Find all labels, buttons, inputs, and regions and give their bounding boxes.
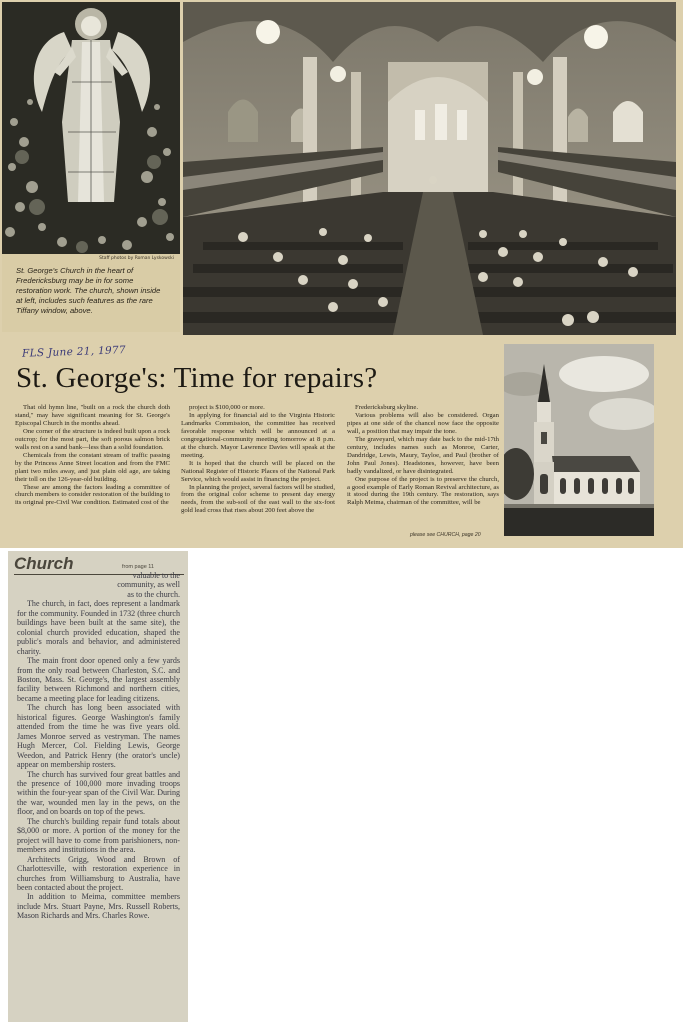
church-exterior-image [504,344,654,536]
article-paragraph: One purpose of the project is to preserve the church, a good example of Early Roman Revival architecture, as it stood during the 19th century. The restoration, says Ralph Meima, chairman of the committee, will be [347,475,499,507]
article-paragraph: The graveyard, which may date back to the mid-17th century, includes names such as Monroe, Carter, Dandridge, Lewis, Maury, Tayloe, and Paul (brother of John Paul Jones). Headstones, however, have been badly vandalized, or have disintegrated. [347,435,499,475]
continued-paragraph: valuable to the community, as well as to the church. [117,571,180,599]
article-paragraph: In planning the project, several factors will be studied, from the original color scheme to present day energy needs, from the sub-soil of the east wall to the six-foot gold lead cross that rises about 200 feet above the [181,483,335,515]
photo-caption: St. George's Church in the heart of Fredericksburg may be in for some restoration work. The church, shown inside at left, includes such features as the rare Tiffany window, above. [16,266,161,315]
photo-caption-block [2,254,180,332]
church-interior-image [183,2,676,335]
church-exterior-photo [504,344,654,536]
stained-glass-window-photo [2,2,180,254]
article-column-3 [347,404,499,507]
continued-text [17,571,180,921]
article-headline: St. George's: Time for repairs? [16,362,378,394]
article-paragraph: Various problems will also be considered. Organ pipes at one side of the chancel now face the opposite wall, a position that may impair the tone. [347,411,499,435]
continued-paragraph: The main front door opened only a few yards from the only road between Charleston, S.C. and Boston, Mass. St. George's, the largest assembly facility between Richmond and northern cities, became a meeting place for leading citizens. [17,656,180,703]
article-paragraph: project is $100,000 or more. [189,404,265,411]
continued-paragraph: The church has long been associated with historical figures. George Washington's family attended from the time he was five years old. James Monroe served as vestryman. The names Hugh Mercer, Col. Fielding Lewis, George Weedon, and Patrick Henry (the orator's uncle) appear on membership rosters. [17,703,180,770]
article-paragraph: That old hymn line, "built on a rock the church doth stand," may have significant meaning for St. George's Episcopal Church in the months ahead. [15,404,170,427]
photo-credit: Staff photos by Roman Lyskowski [99,256,174,261]
continued-paragraph: The church has survived four great battles and the presence of 100,000 more invading troops within the four-year span of the Civil War. During the war, wounded men lay in the pews, on the floor, and on boards on top of the pews. [17,769,180,817]
article-column-1 [15,404,170,507]
article-paragraph: Chemicals from the constant stream of traffic passing by the Princess Anne Street location and from the FMC plant two miles away, and just plain old age, are taking their toll on the 126-year-old building. [15,451,170,483]
article-paragraph: Fredericksburg skyline. [355,404,419,411]
continued-title: Church [14,554,74,573]
continued-paragraph: Architects Grigg, Wood and Brown of Charlottesville, with restoration experience in churches from Williamsburg to Australia, have been contacted about the project. [17,854,180,892]
handwritten-date-note: FLS June 21, 1977 [21,344,127,360]
article-column-2 [181,404,335,515]
church-interior-photo [183,2,676,335]
continued-clipping [8,551,188,1022]
article-paragraph: It is hoped that the church will be placed on the National Register of Historic Places of the National Park Service, which would assist in financing the project. [181,459,335,483]
continued-paragraph: The church's building repair fund totals about $8,000 or more. A portion of the money for the project will have to come from parishioners, non-members and institutions in the area. [17,816,180,855]
continued-paragraph: In addition to Meima, committee members include Mrs. Stuart Payne, Mrs. Russell Roberts, Mason Richards and Mrs. Charles Rowe. [17,892,180,921]
stained-glass-window-image [2,2,180,254]
continued-paragraph: The church, in fact, does represent a landmark for the community. Founded in 1732 (three church buildings have been built at the same site), the colonial church provided education, shaped the public's morals and behavior, and administered charity. [17,599,180,656]
article-paragraph: These are among the factors leading a committee of church members to consider restoration of the building to its original pre-Civil War condition. Estimated cost of the [15,483,170,507]
continued-from-page: from page 11 [121,564,154,570]
continued-on-note: please see CHURCH, page 20 [410,532,481,538]
article-paragraph: One corner of the structure is indeed built upon a rock outcrop; for the most part, the soft porous salmon brick walls rest on a sand bank—less than a solid foundation. [15,427,170,451]
article-paragraph: In applying for financial aid to the Virginia Historic Landmarks Commission, the committee has received favorable response which will be announced at a congregational-community meeting tomorrow at 8 p.m. at the church. Mayor Lawrence Davies will speak at the meeting. [181,411,335,459]
